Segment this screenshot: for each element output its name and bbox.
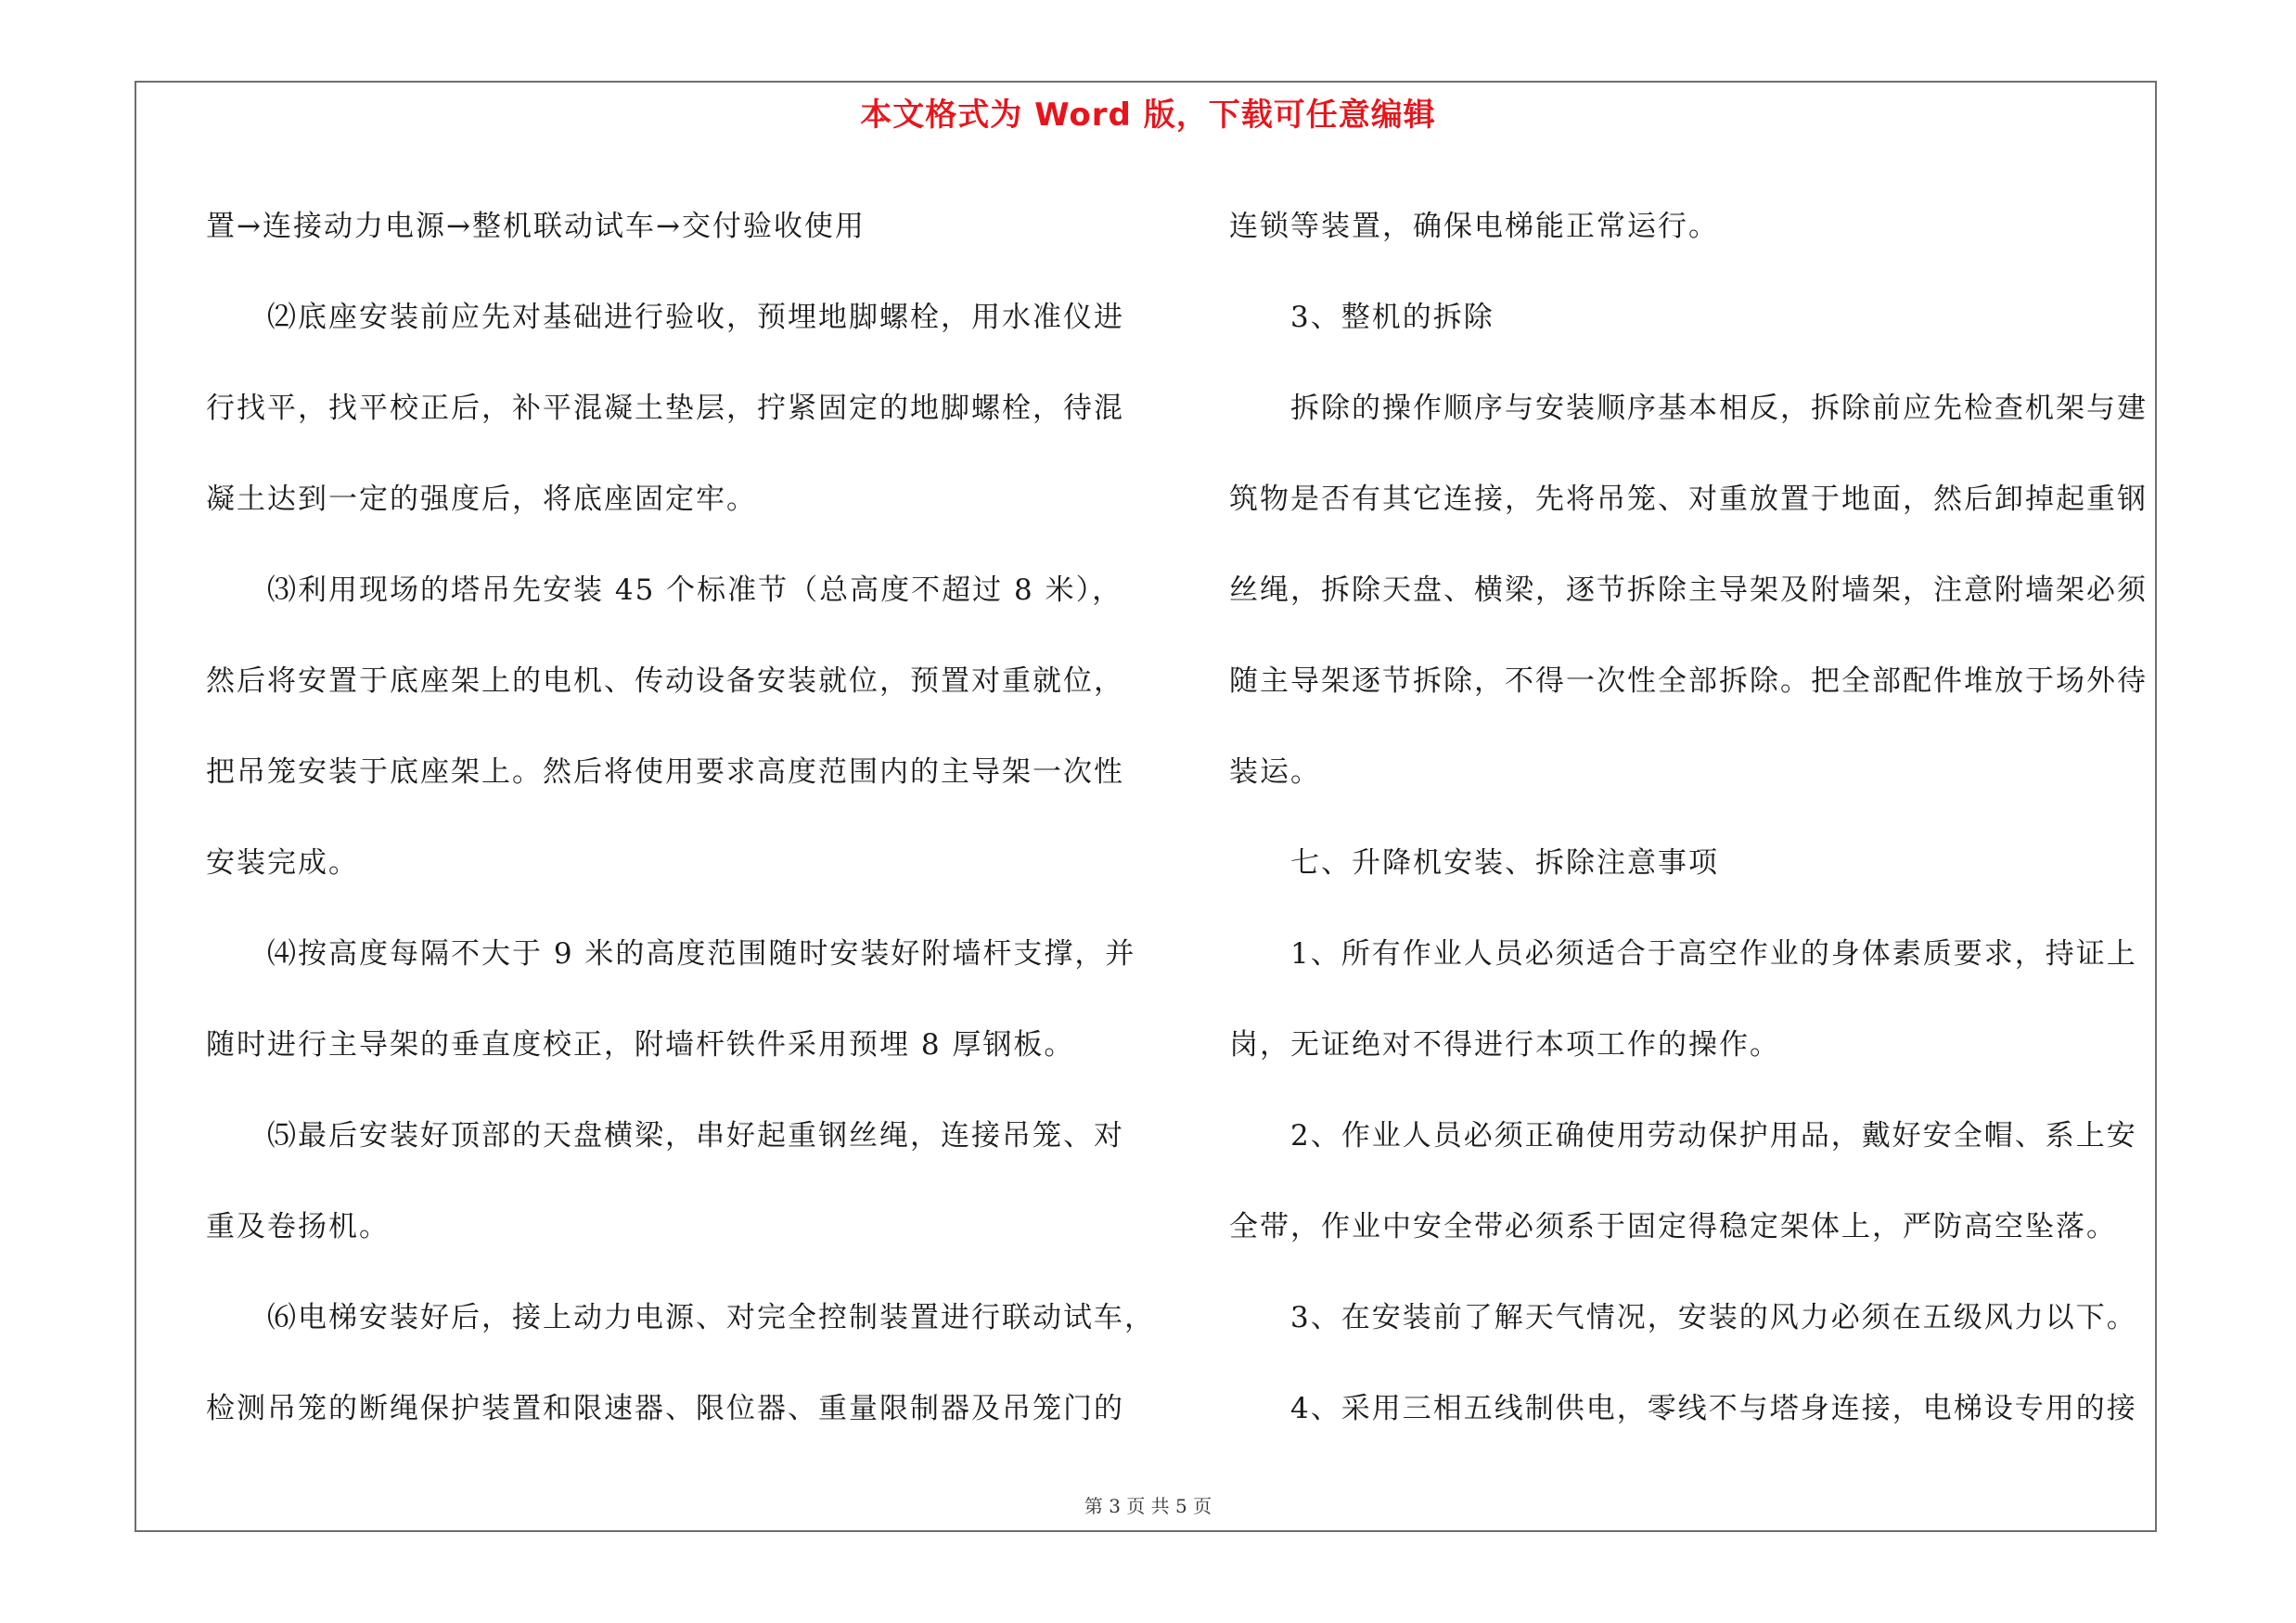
text-line: ⑸最后安装好顶部的天盘横梁，串好起重钢丝绳，连接吊笼、对 [267, 1119, 1124, 1153]
text-line: 随主导架逐节拆除，不得一次性全部拆除。把全部配件堆放于场外待 [1229, 664, 2148, 698]
text-line: 凝土达到一定的强度后，将底座固定牢。 [206, 483, 757, 516]
text-line: 1、所有作业人员必须适合于高空作业的身体素质要求，持证上 [1290, 937, 2137, 971]
text-line: 连锁等装置，确保电梯能正常运行。 [1229, 210, 1719, 243]
text-line: 随时进行主导架的垂直度校正，附墙杆铁件采用预埋 8 厚钢板。 [206, 1028, 1075, 1062]
right-column [1229, 181, 2166, 1454]
text-line: 把吊笼安装于底座架上。然后将使用要求高度范围内的主导架一次性 [206, 755, 1124, 789]
text-line: 装运。 [1229, 755, 1321, 789]
text-line: 3、整机的拆除 [1290, 301, 1494, 334]
page-number-footer: 第 3 页 共 5 页 [1084, 1495, 1212, 1517]
text-line: 4、采用三相五线制供电，零线不与塔身连接，电梯设专用的接 [1290, 1392, 2137, 1425]
text-line: ⑶利用现场的塔吊先安装 45 个标准节（总高度不超过 8 米）， [267, 573, 1123, 607]
text-line: 丝绳，拆除天盘、横梁，逐节拆除主导架及附墙架，注意附墙架必须 [1229, 573, 2148, 607]
text-line: ⑵底座安装前应先对基础进行验收，预埋地脚螺栓，用水准仪进 [267, 301, 1124, 334]
text-line: 3、在安装前了解天气情况，安装的风力必须在五级风力以下。 [1290, 1301, 2137, 1334]
header-banner: 本文格式为 Word 版，下载可任意编辑 [860, 97, 1436, 134]
text-line: 行找平，找平校正后，补平混凝土垫层，拧紧固定的地脚螺栓，待混 [206, 392, 1124, 425]
left-column [206, 181, 1155, 1454]
text-line: 筑物是否有其它连接，先将吊笼、对重放置于地面，然后卸掉起重钢 [1229, 483, 2148, 516]
text-line: 2、作业人员必须正确使用劳动保护用品，戴好安全帽、系上安 [1290, 1119, 2137, 1153]
text-line: 然后将安置于底座架上的电机、传动设备安装就位，预置对重就位， [206, 664, 1124, 698]
text-line: 检测吊笼的断绳保护装置和限速器、限位器、重量限制器及吊笼门的 [206, 1392, 1124, 1425]
text-line: 置→连接动力电源→整机联动试车→交付验收使用 [206, 210, 866, 243]
text-line: 七、升降机安装、拆除注意事项 [1290, 846, 1719, 880]
text-line: ⑹电梯安装好后，接上动力电源、对完全控制装置进行联动试车， [267, 1301, 1155, 1334]
text-line: 岗，无证绝对不得进行本项工作的操作。 [1229, 1028, 1780, 1062]
text-line: ⑷按高度每隔不大于 9 米的高度范围随时安装好附墙杆支撑，并 [267, 937, 1136, 971]
text-line: 全带，作业中安全带必须系于固定得稳定架体上，严防高空坠落。 [1229, 1210, 2117, 1243]
text-line: 安装完成。 [206, 846, 359, 880]
text-line: 拆除的操作顺序与安装顺序基本相反，拆除前应先检查机架与建 [1290, 392, 2148, 425]
text-line: 重及卷扬机。 [206, 1210, 390, 1243]
